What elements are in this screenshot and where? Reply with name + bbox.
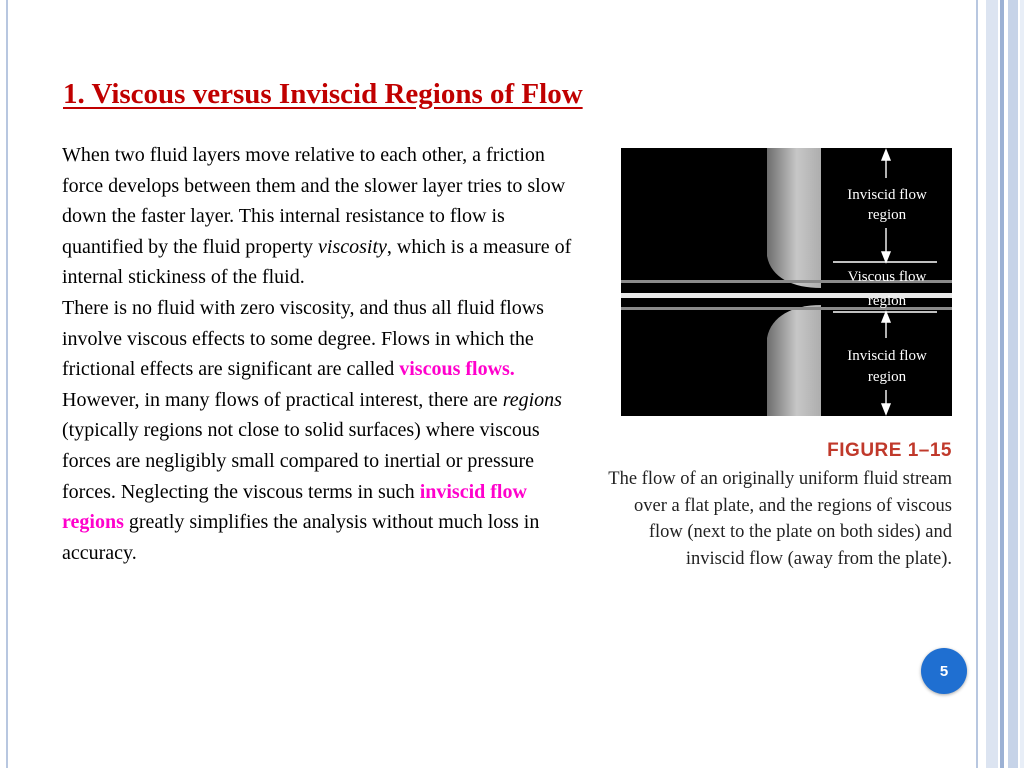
term-viscous-flows: viscous flows. bbox=[399, 358, 515, 381]
paragraph-friction bbox=[62, 140, 582, 293]
lower-flow-band bbox=[767, 305, 821, 416]
p2-text: There is no fluid with zero viscosity, and thus all fluid flows involve viscous effects to some degree. Flows in which the frictional effects are significant are called bbox=[62, 296, 544, 381]
term-viscosity: viscosity bbox=[318, 235, 387, 258]
upper-flow-band bbox=[767, 148, 821, 288]
label-inviscid-top-2: region bbox=[867, 207, 907, 223]
p3-text: However, in many flows of practical interest, there are bbox=[62, 388, 503, 411]
label-inviscid-bottom: Inviscid flow bbox=[847, 348, 927, 364]
slide-title: 1. Viscous versus Inviscid Regions of Flow bbox=[63, 78, 583, 110]
figure-title: FIGURE 1–15 bbox=[827, 440, 952, 461]
term-inviscid-flow-regions: inviscid flow regions bbox=[62, 480, 527, 534]
p3-text-end: greatly simplifies the analysis without much loss in accuracy. bbox=[62, 511, 540, 564]
figure-caption: The flow of an originally uniform fluid stream over a flat plate, and the regions of viscous flow (next to the plate on both sides) and inviscid flow (away from the plate). bbox=[608, 469, 952, 569]
paragraph-viscous-flows bbox=[62, 293, 582, 385]
label-inviscid-top: Inviscid flow bbox=[847, 187, 927, 203]
p1-text-end: , which is a measure of internal stickiness of the fluid. bbox=[62, 235, 572, 289]
label-inviscid-bottom-2: region bbox=[867, 369, 907, 385]
flow-photo bbox=[621, 148, 952, 416]
p1-text: When two fluid layers move relative to each other, a friction force develops between them and the slower layer tries to slow down the faster layer. This internal resistance to flow is quantified by the fluid property bbox=[62, 144, 566, 258]
p3-text-middle: (typically regions not close to solid surfaces) where viscous forces are negligibly small compared to inertial or pressure forces. Neglecting the viscous terms in such bbox=[62, 419, 540, 503]
term-regions: regions bbox=[502, 388, 562, 411]
paragraph-inviscid bbox=[62, 385, 582, 569]
page-number-badge: 5 bbox=[921, 648, 967, 694]
label-viscous: Viscous flow bbox=[847, 269, 927, 285]
slide-body bbox=[62, 140, 582, 568]
slide-frame-right bbox=[976, 0, 1024, 768]
label-viscous-2: region bbox=[867, 293, 907, 309]
slide-frame-left bbox=[6, 0, 8, 768]
